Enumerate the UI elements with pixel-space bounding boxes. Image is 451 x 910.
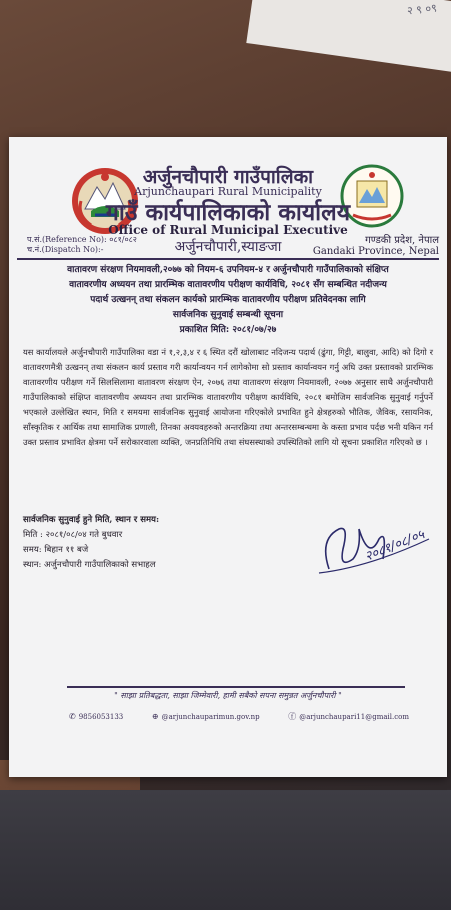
phone-icon: ✆ bbox=[69, 712, 76, 721]
corner-scribble: २ ९ ०९ bbox=[406, 1, 438, 18]
province-np: गण्डकी प्रदेश, नेपाल bbox=[365, 235, 439, 246]
notice-body: यस कार्यालयले अर्जुनचौपारी गाउँपालिका वडा नं १,२,३,४ र ६ स्थित दरौं खोलाबाट नदिजन्य पदार्थ (ढुंगा, गिट्टी, बालुवा, आदि) को दिगो र वातावरणमैत्री उत्खनन् तथा संकलन कार्य प्रस्ताव गरी कार्यान्वयन गर्न लागेकोमा सो प्रस्ताव कार्यान्वयन गर्नु अघि उक्त प्रस्तावको प्रारम्भिक वातावरणीय परीक्षण गर्ने सिलसिलामा वातावरण संरक्षण ऐन, २०७६ तथा वातावरण संरक्षण नियमावली, २०७७ अनुसार साथै अर्जुनचौपारी गाउँपालिकाको संक्षिप्त वातावरणीय अध्ययन तथा प्रारम्भिक वातावरणीय परीक्षण कार्यविधि, २०८१ बमोजिम सार्वजनिक सुनुवाई गर्नुपर्ने भएकाले उल्लेखित स्थान, मिति र समयमा सार्वजनिक सुनुवाई आयोजना गरिएकोले प्रभावित हुने क्षेत्रहरुको भौतिक, जैविक, रसायनिक, साँस्कृतिक र आर्थिक तथा सामाजिक प्रणाली, तिनका अवयवहरुको अन्तरक्रिया तथा अन्तरसम्बन्धमा के कस्ता प्रभाव पर्दछ भनी यकिन गर्न उक्त प्रस्ताव प्रभावित क्षेत्रमा पर्ने सरोकारवाला व्यक्ति, जनप्रतिनिधि तथा संघसस्थाको उपस्थितिको लागि यो सूचना प्रकाशित गरिएको छ । bbox=[23, 347, 433, 447]
subject-line-3: पदार्थ उत्खनन् तथा संकलन कार्यको प्रारम्भिक वातावरणीय परीक्षण प्रतिवेदनका लागि bbox=[90, 295, 366, 305]
reference-label: प.सं.(Reference No): bbox=[27, 235, 107, 244]
footer-slogan: " साझा प्रतिबद्धता, साझा जिम्मेवारी, हामी सबैको सपना समुन्नत अर्जुनचौपारी " bbox=[114, 691, 342, 700]
facebook-icon: ⓕ bbox=[288, 712, 297, 721]
website-contact bbox=[152, 711, 260, 722]
email-contact bbox=[288, 711, 409, 722]
phone-number: 9856053133 bbox=[78, 712, 124, 721]
floor bbox=[0, 790, 451, 910]
hearing-details bbox=[23, 513, 159, 573]
footer-divider bbox=[67, 686, 405, 688]
reference-block bbox=[27, 235, 137, 255]
published-date: प्रकाशित मिति: २०८१/०७/२७ bbox=[179, 325, 277, 335]
subject-title: सार्वजनिक सुनुवाई सम्बन्धी सूचना bbox=[172, 310, 284, 320]
dispatch-label: च.नं.(Dispatch No):- bbox=[27, 245, 104, 254]
hearing-time: समय: बिहान ११ बजे bbox=[23, 545, 89, 555]
office-name-en: Office of Rural Municipal Executive bbox=[108, 223, 348, 237]
subject-block bbox=[23, 263, 433, 338]
hearing-title: सार्वजनिक सुनुवाई हुने मिति, स्थान र समय: bbox=[23, 515, 160, 525]
municipality-name-np: अर्जुनचौपारी गाउँपालिका bbox=[142, 166, 314, 188]
footer-contacts bbox=[69, 711, 409, 722]
location-np: अर्जुनचौपारी,स्याङजा bbox=[174, 239, 282, 255]
email: @arjunchaupari11@gmail.com bbox=[299, 712, 409, 721]
province-block bbox=[313, 235, 439, 257]
municipality-name-en: Arjunchaupari Rural Municipality bbox=[134, 185, 322, 198]
notice-document bbox=[9, 137, 447, 777]
office-name-np: गाउँ कार्यपालिकाको कार्यालय bbox=[105, 199, 351, 226]
reference-value: ०८१/०८२ bbox=[109, 235, 137, 244]
header-divider bbox=[17, 258, 439, 260]
website: @arjunchauparimun.gov.np bbox=[161, 712, 260, 721]
province-en: Gandaki Province, Nepal bbox=[312, 246, 439, 257]
signature bbox=[309, 499, 439, 589]
globe-icon: ⊕ bbox=[151, 712, 159, 721]
subject-line-2: वातावरणीय अध्ययन तथा प्रारम्भिक वातावरणीय परीक्षण कार्यविधि, २०८१ सँग सम्बन्धित नदीजन्य bbox=[69, 280, 387, 290]
signature-date: २०८१/०८/०५ bbox=[362, 527, 427, 565]
phone-contact bbox=[69, 711, 123, 722]
hearing-place: स्थान: अर्जुनचौपारी गाउँपालिकाको सभाहल bbox=[23, 560, 156, 570]
hearing-date: मिति : २०८१/०८/०४ गते बुधवार bbox=[23, 530, 123, 540]
subject-line-1: वातावरण संरक्षण नियमावली,२०७७ को नियम-६ उपनियम-४ र अर्जुनचौपारी गाउँपालिकाको संक्षिप्त bbox=[67, 265, 389, 275]
